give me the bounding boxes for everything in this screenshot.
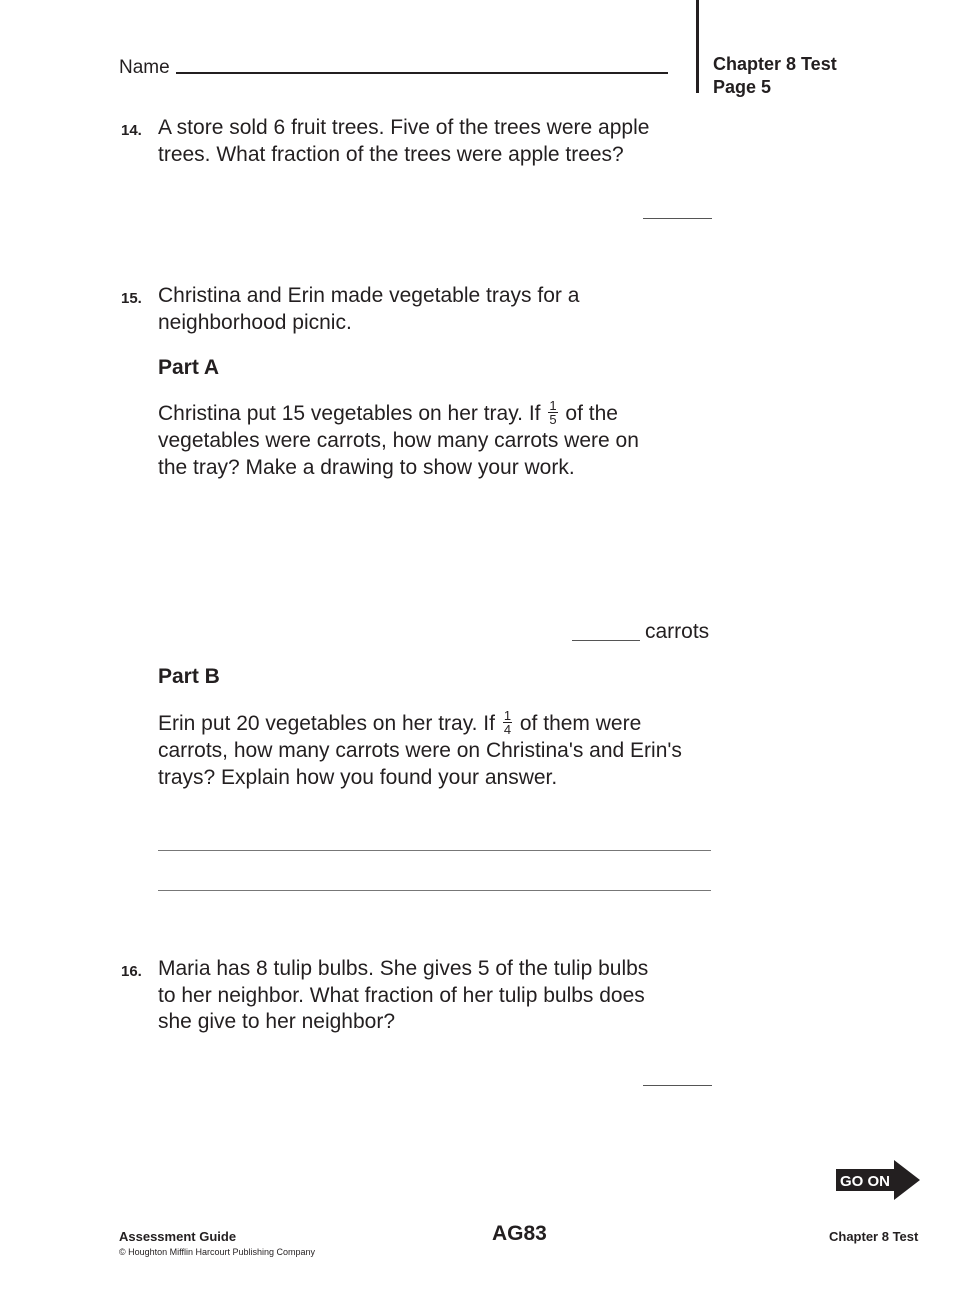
part-b-write-line-2[interactable] (158, 890, 711, 891)
question-16-line-2: to her neighbor. What fraction of her tulip bulbs does (158, 983, 645, 1007)
part-b-text (158, 708, 682, 791)
footer-chapter: Chapter 8 Test (829, 1229, 919, 1244)
part-a-text (158, 398, 639, 481)
part-a-line-1 (158, 398, 639, 428)
part-a-answer-line[interactable] (572, 640, 640, 641)
part-a-line-1-end: of the (559, 402, 618, 426)
question-14-line-2: trees. What fraction of the trees were apple trees? (158, 142, 624, 166)
part-a-answer-unit: carrots (645, 620, 710, 643)
part-a-title: Part A (158, 356, 220, 379)
footer-copyright: © Houghton Mifflin Harcourt Publishing Company (119, 1247, 316, 1257)
question-16-line-3: she give to her neighbor? (158, 1010, 395, 1033)
part-b-fraction-numerator: 1 (503, 708, 512, 723)
part-a-line-2: vegetables were carrots, how many carrots were on (158, 429, 639, 452)
footer-assessment-guide: Assessment Guide (119, 1229, 237, 1244)
name-write-line[interactable] (176, 72, 668, 74)
page-label: Page 5 (713, 77, 772, 97)
question-14-line-1: A store sold 6 fruit trees. Five of the trees were apple (158, 116, 650, 139)
part-a-line-1-start: Christina put 15 vegetables on her tray. If (158, 402, 547, 426)
go-on-label: GO ON (840, 1173, 891, 1190)
question-15-text (158, 283, 579, 336)
part-a-fraction-denominator: 5 (549, 412, 557, 427)
header-divider (696, 0, 699, 93)
question-16-line-1: Maria has 8 tulip bulbs. She gives 5 of the tulip bulbs (158, 957, 649, 980)
question-14-number: 14. (121, 122, 142, 139)
part-b-line-2: carrots, how many carrots were on Christina's and Erin's (158, 739, 682, 762)
part-b-fraction (503, 709, 512, 736)
part-b-title: Part B (158, 665, 220, 688)
part-b-line-3: trays? Explain how you found your answer. (158, 765, 558, 789)
question-16-number: 16. (121, 963, 142, 980)
go-on-arrow-icon (836, 1160, 920, 1200)
question-15-number: 15. (121, 290, 142, 307)
question-15-line-1: Christina and Erin made vegetable trays for a (158, 284, 580, 307)
question-16-text (158, 956, 648, 1036)
question-16-answer-line[interactable] (643, 1085, 712, 1086)
question-14-answer-line[interactable] (643, 218, 712, 219)
part-a-fraction (548, 399, 557, 426)
part-b-line-1-end: of them were (514, 712, 642, 736)
part-b-write-line-1[interactable] (158, 850, 711, 851)
name-label: Name (119, 57, 170, 78)
part-b-line-1 (158, 708, 682, 738)
part-b-fraction-denominator: 4 (503, 722, 512, 737)
question-14-text (158, 115, 649, 168)
part-b-line-1-start: Erin put 20 vegetables on her tray. If (158, 712, 501, 736)
chapter-heading (713, 53, 837, 99)
footer-page-number: AG83 (492, 1222, 547, 1245)
part-a-line-3: the tray? Make a drawing to show your work. (158, 455, 575, 479)
question-15-line-2: neighborhood picnic. (158, 310, 352, 334)
part-a-fraction-numerator: 1 (549, 398, 557, 413)
chapter-title: Chapter 8 Test (713, 54, 837, 74)
